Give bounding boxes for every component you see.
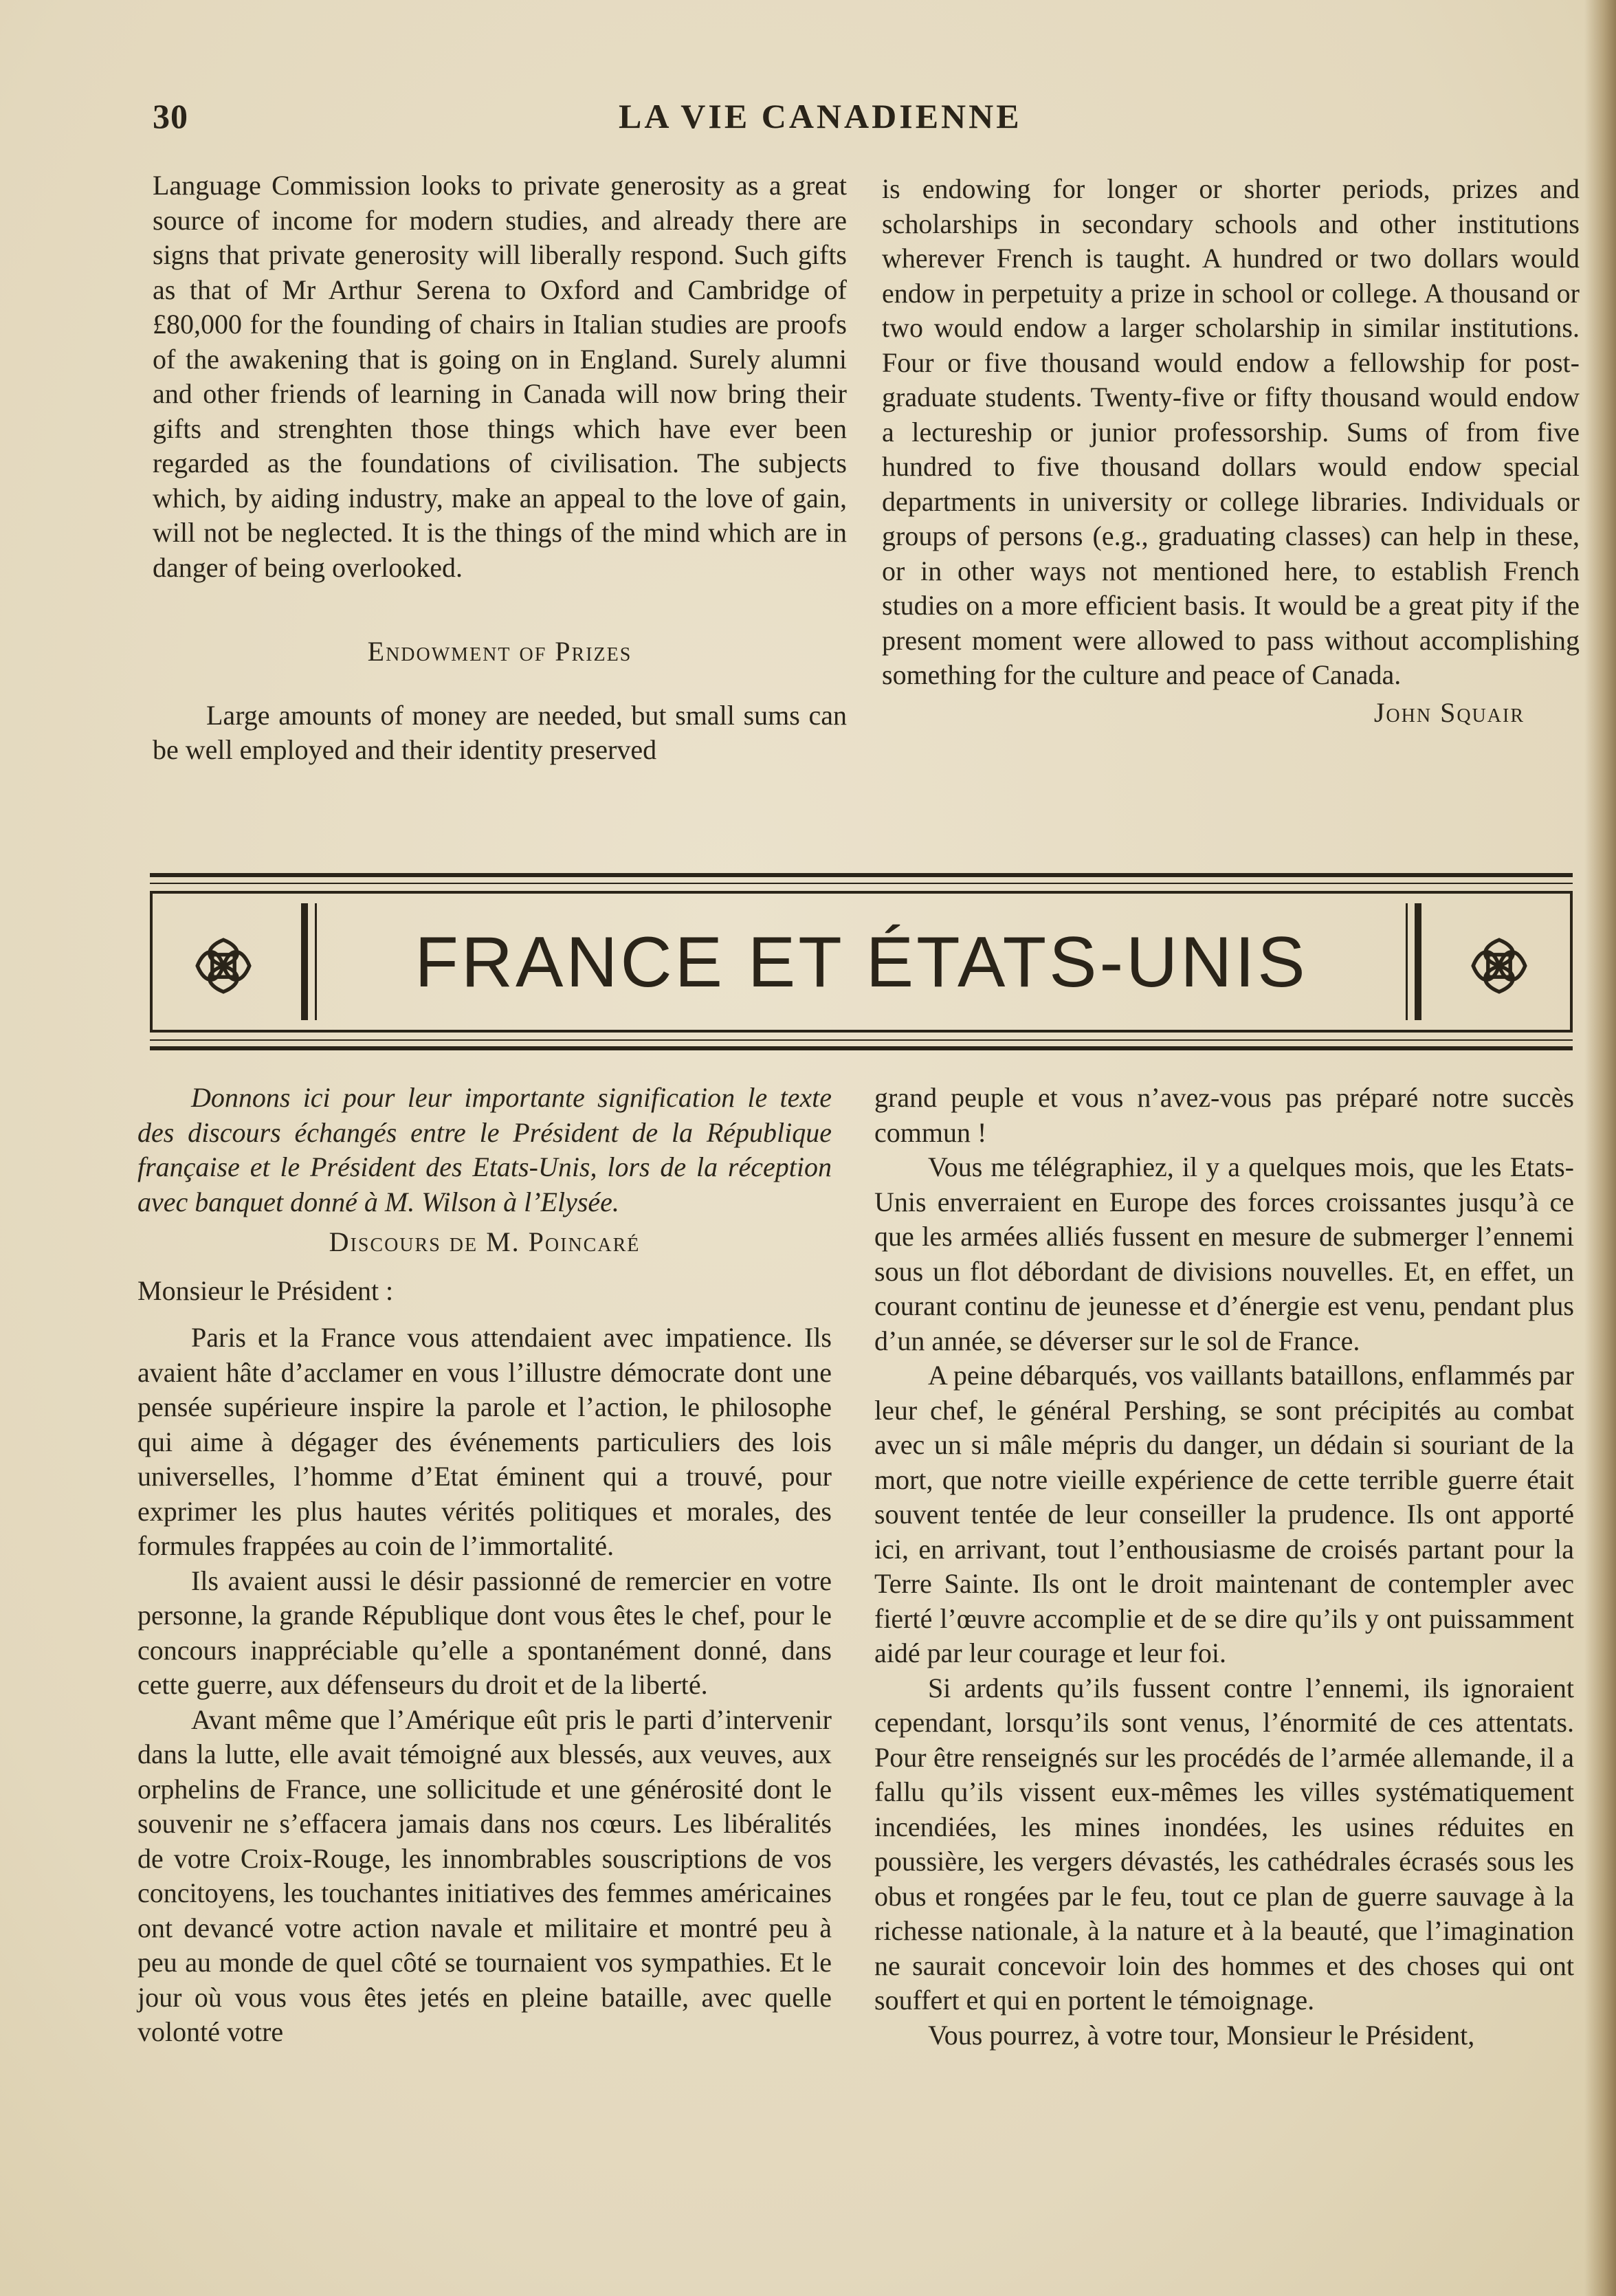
banner-divider xyxy=(301,903,308,1020)
article-paragraph: Language Commission looks to private generosity as a great source of income for modern studies, and already there are signs that private generosity will liberally respond. Such gifts as that of Mr Arthur Serena to Oxford and Cambridge of £80,000 for the founding of chairs in Italian studies are proofs of the awakening that is going on in England. Surely alumni and other friends of learning in Canada will now bring their gifts and strenghten those things which have ever been regarded as the foundations of civilisation. The subjects which, by aiding industry, make an appeal to the love of gain, will not be neglected. It is the things of the mind which are in danger of being overlooked. xyxy=(153,170,847,583)
top-left-column xyxy=(153,168,847,768)
speech-paragraph: Paris et la France vous attendaient avec impatience. Ils avaient hâte d’acclamer en vous l’illustre démocrate dont une pensée supérieure inspire la parole et l’action, le philosophe qui aime à dégager des événements particuliers des lois universelles, l’homme d’Etat éminent qui a trouvé, pour exprimer les plus hautes vérités politiques et morales, des formules frappées au coin de l’immortalité. xyxy=(137,1322,832,1561)
journal-title: LA VIE CANADIENNE xyxy=(619,97,1022,135)
speech-heading: Discours de M. Poincaré xyxy=(329,1226,641,1257)
bottom-left-column xyxy=(137,1081,832,2050)
speech-paragraph: Si ardents qu’ils fussent contre l’ennemi, ils ignoraient cependant, lorsqu’ils sont venus, l’énormité de ces attentats. Pour être renseignés sur les procédés de l’armée allemande, il a fallu qu’ils vissent eux-mêmes les villes systématiquement incendiées, les mines inondées, les usines réduites en poussière, les vergers dévastés, les cathédrales écrasés sous les obus et rongées par le feu, tout ce plan de guerre sauvage à la richesse nationale, à la nature et à la beauté, que l’imagination ne saurait concevoir loin des hommes et des choses qui ont souffert et qui en portent le témoignage. xyxy=(874,1672,1574,2016)
banner-title: FRANCE ET ÉTATS-UNIS xyxy=(414,923,1308,1002)
salutation: Monsieur le Président : xyxy=(137,1274,394,1306)
running-header xyxy=(0,96,1616,144)
speech-paragraph: grand peuple et vous n’avez-vous pas préparé notre succès commun ! xyxy=(874,1082,1574,1148)
section-heading: Endowment of Prizes xyxy=(367,636,632,667)
article-paragraph: Large amounts of money are needed, but small sums can be well employed and their identity preserved xyxy=(153,699,847,765)
author-signature: John Squair xyxy=(1373,696,1525,728)
article-paragraph: is endowing for longer or shorter periods, prizes and scholarships in secondary schools and other institutions wherever French is taught. A hundred or two dollars would endow in perpetuity a prize in school or college. A thousand or two would endow a larger scholarship in similar institutions. Four or five thousand would endow a fellowship for post-graduate students. Twenty-five or fifty thousand would endow a lectureship or junior professorship. Sums of from five hundred to five thousand dollars would endow special departments in university or college libraries. Individuals or groups of persons (e.g., graduating classes) can help in these, or in other ways not mentioned here, to establish French studies on a more efficient basis. It would be a great pity if the present moment were allowed to pass without accomplishing something for the culture and peace of Canada. xyxy=(882,173,1580,690)
speech-paragraph: Avant même que l’Amérique eût pris le parti d’intervenir dans la lutte, elle avait témoigné aux blessés, aux veuves, aux orphelins de France, une sollicitude et une générosité dont le souvenir ne s’effacera jamais dans nos cœurs. Les libéralités de votre Croix-Rouge, les innombrables souscriptions de vos concitoyens, les touchantes initiatives des femmes américaines ont devancé votre action navale et militaire et montré peu à peu au monde de quel côté se tournaient vos sympathies. Et le jour où vous vous êtes jetés en pleine bataille, avec quelle volonté votre xyxy=(137,1703,832,2047)
editorial-intro: Donnons ici pour leur importante signification le texte des discours échangés entre le Président de la République française et le Président des Etats-Unis, lors de la réception avec banquet donné à M. Wilson à l’Elysée. xyxy=(137,1082,832,1217)
speech-paragraph: Ils avaient aussi le désir passionné de remercier en votre personne, la grande République dont vous êtes le chef, pour le concours inappréciable qu’elle a spontanément donné, dans cette guerre, aux défenseurs du droit et de la liberté. xyxy=(137,1565,832,1700)
banner-divider xyxy=(1415,903,1421,1020)
top-right-column xyxy=(882,172,1580,730)
speech-paragraph: Vous pourrez, à votre tour, Monsieur le Président, xyxy=(928,2019,1475,2051)
speech-paragraph: A peine débarqués, vos vaillants bataillons, enflammés par leur chef, le général Pershing, se sont précipités au combat avec un si mâle mépris du danger, un dédain si souriant de la mort, que notre vieille expérience de cette terrible guerre était souvent tentée de leur conseiller la prudence. Ils ont apporté ici, en arrivant, tout l’enthousiasme de croisés partant pour la Terre Sainte. Ils ont le droit maintenant de contempler avec fierté l’œuvre accomplie et de se dire qu’ils y ont puissamment aidé par leur courage et leur foi. xyxy=(874,1360,1574,1668)
article-title-banner xyxy=(150,873,1573,1050)
ornament-right-icon xyxy=(1468,935,1530,997)
speech-paragraph: Vous me télégraphiez, il y a quelques mois, que les Etats-Unis enverraient en Europe des forces croissantes jusqu’à ce que les armées alliés fussent en mesure de submerger l’ennemi sous un flot débordant de divisions nouvelles. Et, en effet, un courant continu de jeunesse et d’énergie est venu, pendant plus d’un année, se déverser sur le sol de France. xyxy=(874,1151,1574,1356)
page-number: 30 xyxy=(153,97,188,135)
bottom-right-column xyxy=(874,1081,1574,2053)
ornament-left-icon xyxy=(192,935,254,997)
page-edge-shadow xyxy=(1584,0,1616,2296)
